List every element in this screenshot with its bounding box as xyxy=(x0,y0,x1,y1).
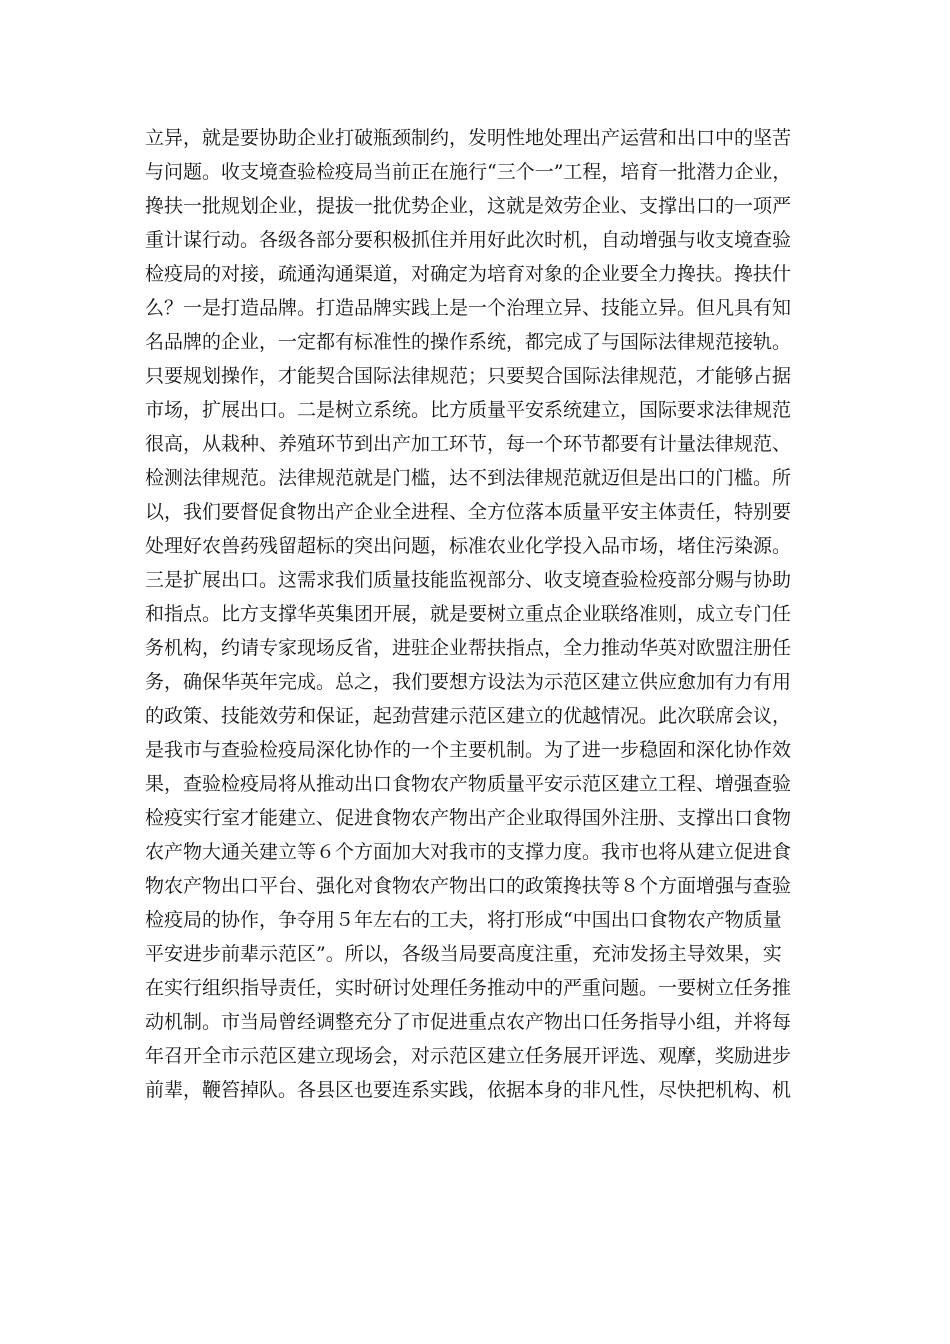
text-line: 物农产物出口平台、强化对食物农产物出口的政策搀扶等８个方面增强与查验 xyxy=(145,875,792,897)
text-line: 务机构，约请专家现场反省，进驻企业帮扶指点，全力推动华英对欧盟注册任 xyxy=(145,637,792,659)
text-line: 重计谋行动。各级各部分要积极抓住并用好此次时机，自动增强与收支境查验 xyxy=(145,229,792,251)
text-line: 检测法律规范。法律规范就是门槛，达不到法律规范就迈但是出口的门槛。所 xyxy=(145,467,792,489)
text-line: 是我市与查验检疫局深化协作的一个主要机制。为了进一步稳固和深化协作效 xyxy=(145,739,792,761)
text-line: 很高，从栽种、养殖环节到出产加工环节，每一个环节都要有计量法律规范、 xyxy=(145,433,792,455)
text-line: 市场，扩展出口。二是树立系统。比方质量平安系统建立，国际要求法律规范 xyxy=(145,399,792,421)
text-line: 只要规划操作，才能契合国际法律规范；只要契合国际法律规范，才能够占据 xyxy=(145,365,792,387)
text-line: 三是扩展出口。这需求我们质量技能监视部分、收支境查验检疫部分赐与协助 xyxy=(145,569,792,591)
text-line: 处理好农兽药残留超标的突出问题，标准农业化学投入品市场，堵住污染源。 xyxy=(145,535,792,557)
text-line: 以，我们要督促食物出产企业全进程、全方位落本质量平安主体责任，特别要 xyxy=(145,501,792,523)
text-line: 立异，就是要协助企业打破瓶颈制约，发明性地处理出产运营和出口中的坚苦 xyxy=(145,127,792,149)
text-line: 检疫局的对接，疏通沟通渠道，对确定为培育对象的企业要全力搀扶。搀扶什 xyxy=(145,263,792,285)
text-line: 搀扶一批规划企业，提拔一批优势企业，这就是效劳企业、支撑出口的一项严 xyxy=(145,195,792,217)
text-line: 农产物大通关建立等６个方面加大对我市的支撑力度。我市也将从建立促进食 xyxy=(145,841,792,863)
text-line: 果，查验检疫局将从推动出口食物农产物质量平安示范区建立工程、增强查验 xyxy=(145,773,792,795)
text-line: 在实行组织指导责任，实时研讨处理任务推动中的严重问题。一要树立任务推 xyxy=(145,977,792,999)
text-line: 的政策、技能效劳和保证，起劲营建示范区建立的优越情况。此次联席会议， xyxy=(145,705,792,727)
text-line: 检疫实行室才能建立、促进食物农产物出产企业取得国外注册、支撑出口食物 xyxy=(145,807,792,829)
text-line: 和指点。比方支撑华英集团开展，就是要树立重点企业联络准则，成立专门任 xyxy=(145,603,792,625)
text-line: 名品牌的企业，一定都有标准性的操作系统，都完成了与国际法律规范接轨。 xyxy=(145,331,792,353)
text-line: 动机制。市当局曾经调整充分了市促进重点农产物出口任务指导小组，并将每 xyxy=(145,1011,792,1033)
body-text xyxy=(145,121,825,1107)
text-line: 前辈，鞭笞掉队。各县区也要连系实践，依据本身的非凡性，尽快把机构、机 xyxy=(145,1079,792,1101)
text-line: 检疫局的协作，争夺用５年左右的工夫，将打形成“中国出口食物农产物质量 xyxy=(145,909,782,931)
text-line: 平安进步前辈示范区”。所以，各级当局要高度注重，充沛发扬主导效果，实 xyxy=(145,943,782,965)
text-line: 务，确保华英年完成。总之，我们要想方设法为示范区建立供应愈加有力有用 xyxy=(145,671,792,693)
text-line: 与问题。收支境查验检疫局当前正在施行“三个一”工程，培育一批潜力企业， xyxy=(145,161,792,183)
text-line: 么？一是打造品牌。打造品牌实践上是一个治理立异、技能立异。但凡具有知 xyxy=(145,297,792,319)
text-line: 年召开全市示范区建立现场会，对示范区建立任务展开评选、观摩，奖励进步 xyxy=(145,1045,792,1067)
